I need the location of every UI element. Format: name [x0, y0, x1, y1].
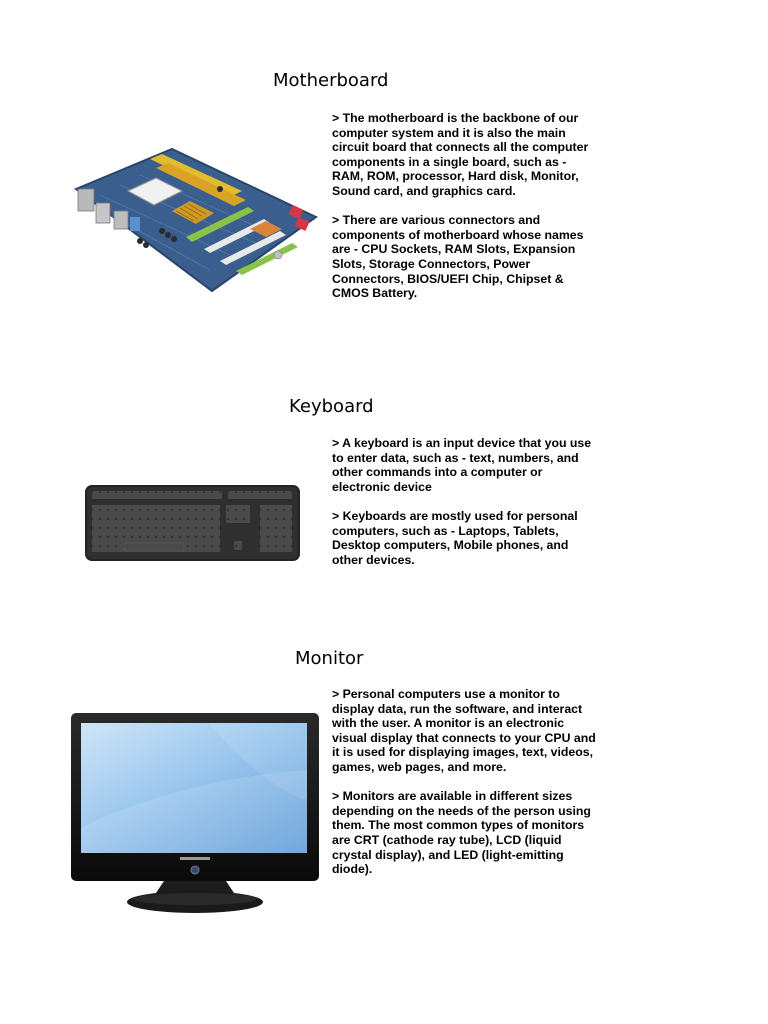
motherboard-paragraph-1: > The motherboard is the backbone of our computer system and it is also the main circuit board that connects all the computer components in a single board, such as - RAM, ROM, processor, Hard disk, Monitor, Sound card, and graphics card.	[332, 111, 589, 198]
motherboard-description	[332, 111, 600, 301]
monitor-description	[332, 687, 600, 877]
motherboard-paragraph-2: > There are various connectors and components of motherboard whose names are - CPU Sockets, RAM Slots, Expansion Slots, Storage Connectors, Power Connectors, BIOS/UEFI Chip, Chipset & CMOS Battery.	[332, 213, 584, 301]
motherboard-image	[70, 145, 322, 295]
motherboard-title: Motherboard	[273, 70, 389, 91]
keyboard-title: Keyboard	[289, 396, 374, 417]
keyboard-paragraph-1: > A keyboard is an input device that you use to enter data, such as - text, numbers, and other commands into a computer or electronic device	[332, 436, 592, 494]
keyboard-paragraph-2: > Keyboards are mostly used for personal computers, such as - Laptops, Tablets, Desktop computers, Mobile phones, and other devices.	[332, 508, 578, 567]
keyboard-description	[332, 436, 600, 567]
keyboard-image	[84, 483, 302, 563]
monitor-paragraph-1: > Personal computers use a monitor to display data, run the software, and interact with the user. A monitor is an electronic visual display that connects to your CPU and it is used for displaying images, text, videos, games, web pages, and more.	[332, 687, 596, 774]
monitor-paragraph-2: > Monitors are available in different sizes depending on the needs of the person using them. The most common types of monitors are CRT (cathode ray tube), LCD (liquid crystal display), and LED (light-emitting diode).	[332, 789, 591, 877]
monitor-title: Monitor	[295, 648, 364, 669]
monitor-image	[68, 710, 322, 916]
